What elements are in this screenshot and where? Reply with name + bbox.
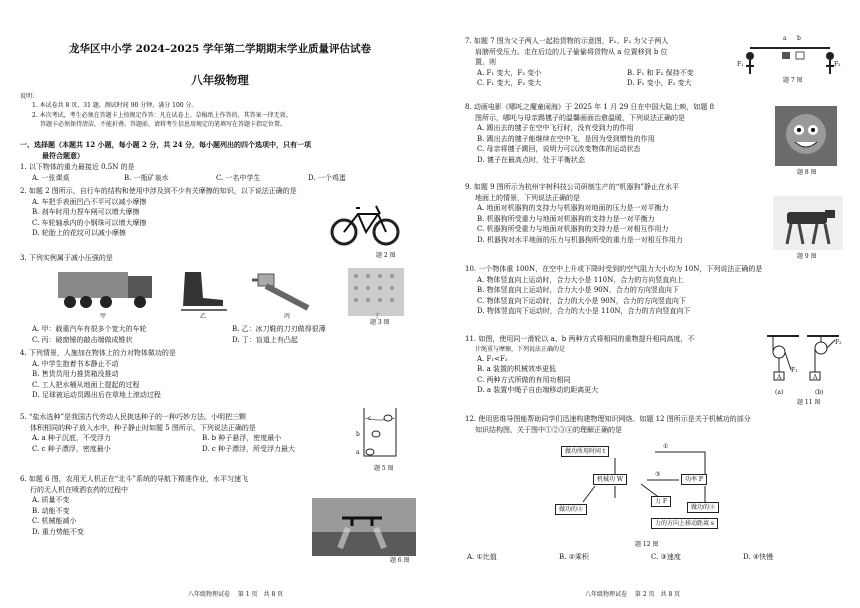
hammer-figure — [252, 270, 316, 314]
question-3 — [20, 253, 420, 264]
q7-label-f1: F₁ — [737, 61, 744, 68]
q5-option-c: C. c 种子漂浮，密度最小 — [32, 444, 111, 453]
section1-heading — [20, 140, 420, 161]
q2-option-b: B. 刹车时用力捏车闸可以增大摩擦 — [32, 208, 140, 216]
q7-stem: 7. 如题 7 图为父子两人一起抬货物的示意图，F₁、F₂ 为父子两人 — [465, 37, 669, 45]
seed-c-label: c — [368, 415, 372, 422]
q2-option-d: D. 轮胎上的花纹可以减小摩擦 — [32, 229, 126, 237]
q3-option-a: A. 甲：载重汽车有很多个宽大的车轮 — [32, 325, 147, 333]
q7-label-b: b — [797, 35, 801, 42]
note-2: 2. 本次考试，考生必须在答题卡上按规定作答：凡在试卷上、草稿纸上作答的，其答案一律无效。 — [32, 111, 292, 119]
box-work: 机械功 W — [593, 474, 627, 485]
q6-option-a: A. 质量不变 — [32, 496, 70, 504]
q1-option-a: A. 一张课桌 — [32, 173, 70, 182]
section1-title: 一、选择题（本题共 12 小题，每小题 2 分，共 24 分，每小题列出的四个选项中，只有一项 — [20, 140, 311, 149]
question-4 — [20, 348, 420, 401]
q6-stem2: 行的无人机在喷洒农药的过程中 — [30, 485, 128, 494]
q11-label-b: (b) — [815, 389, 824, 396]
exam-title: 龙华区中小学 2024–2025 学年第二学期期末学业质量评估试卷 — [68, 43, 371, 55]
bicycle-figure — [330, 198, 400, 248]
q1-stem: 1. 以下物体的重力最接近 0.5N 的是 — [20, 163, 135, 171]
q9-option-c: C. 机器狗所受重力与地面对机器狗的支持力是一对相互作用力 — [477, 225, 669, 233]
q6-figure-caption: 题 6 图 — [390, 557, 410, 564]
q11-stem: 11. 如图，使用同一滑轮以 a、b 两种方式将相同的重物提升相同高度，不 — [465, 335, 695, 343]
q8-stem2: 图所示，哪吒与母亲踢毽子的温馨画面治愈温暖，下列说法正确的是 — [475, 113, 685, 122]
q1-option-d: D. 一个鸡蛋 — [308, 173, 346, 182]
q9-option-b: B. 机器狗所受重力与地面对机器狗的支持力是一对平衡力 — [477, 214, 655, 223]
seed-b-label: b — [356, 431, 360, 438]
q10-option-b: B. 物体竖直向上运动时，合力大小是 90N，合力的方向竖直向下 — [477, 286, 679, 294]
robot-dog-photo — [773, 196, 843, 250]
q10-option-c: C. 物体竖直向下运动时，合力的大小是 90N，合力的方向竖直向下 — [477, 296, 686, 305]
note-1: 1. 本试卷共 8 页，31 题，测试时间 90 分钟，满分 100 分。 — [32, 102, 198, 110]
q9-stem: 9. 如题 9 图所示为杭州宇树科技公司研制生产的“机器狗”静止在水平 — [465, 183, 679, 191]
q5-stem2: 体积相同的种子放入水中，种子静止时如题 5 图所示，下列说法正确的是 — [30, 423, 256, 432]
question-10 — [465, 264, 845, 317]
q9-option-d: D. 机器狗对水平地面的压力与机器狗所受的重力是一对相互作用力 — [477, 235, 683, 244]
left-column — [20, 0, 420, 608]
q11-figure-caption: 题 11 图 — [797, 399, 821, 406]
q8-option-c: C. 母亲将毽子踢回，说明力可以改变物体的运动状态 — [477, 145, 641, 153]
q3-option-c: C. 丙：破窗锤的敲击端做成锥状 — [32, 335, 133, 344]
q6-option-b: B. 动能不变 — [32, 506, 70, 515]
q2-option-c: C. 车轮轴承内的小钢珠可以增大摩擦 — [32, 218, 147, 227]
q7-option-d: D. F₁ 变小，F₂ 变大 — [627, 79, 692, 87]
box-distance: 力的方向上移动距离 s — [651, 518, 718, 529]
q12-stem: 12. 使用思维导图能帮助同学们迅速构建物理知识网络。如题 12 图所示是关于机械功的部分 — [465, 415, 751, 423]
seed-a-label: a — [356, 449, 360, 456]
q8-option-a: A. 踢出去的毽子在空中飞行时，没有受到力的作用 — [477, 124, 634, 132]
carrying-pole-figure — [740, 38, 840, 78]
q6-stem: 6. 如题 6 图，农用无人机正在“北斗”系统的导航下精准作业，水平匀速飞 — [20, 475, 248, 483]
q3-figure-caption: 题 3 图 — [370, 319, 390, 326]
footer-page-2: 八年级物理试卷 第 2 页 共 8 页 — [585, 591, 681, 598]
box-circle-4: 做功的④ — [687, 502, 719, 513]
box-time: 做功所用时间 t — [561, 446, 609, 457]
truck-figure — [56, 268, 156, 314]
beaker-figure — [360, 404, 400, 460]
q7-option-b: B. F₁ 和 F₂ 保持不变 — [627, 68, 694, 77]
question-12 — [465, 414, 845, 435]
box-power: 功率 P — [681, 474, 707, 485]
q11-stem2: 计绳重与摩擦，下列说法正确的是 — [475, 345, 566, 353]
q9-stem2: 地面上的情景，下列说法正确的是 — [475, 193, 580, 202]
q2-option-a: A. 车把手表面凹凸不平可以减小摩擦 — [32, 197, 147, 206]
q2-stem: 2. 如题 2 图所示，自行车的结构和使用中涉及到不少有关摩擦的知识，以下说法正确的是 — [20, 187, 297, 195]
circle-1: ① — [663, 443, 669, 450]
q5-stem: 5. “盐水选种”是我国古代劳动人民挑选种子的一种巧妙方法。小明把三颗 — [20, 413, 247, 421]
q8-stem: 8. 动画电影《哪吒之魔童闹海》于 2025 年 1 月 29 日在中国大陆上映，如题 8 — [465, 103, 715, 111]
q11-label-weight-a: A — [777, 374, 782, 381]
q5-option-b: B. b 种子悬浮，密度最小 — [202, 434, 282, 442]
q9-option-a: A. 地面对机器狗的支持力与机器狗对地面的压力是一对平衡力 — [477, 204, 669, 212]
q4-stem: 4. 下列情景，人施加在物体上的力对物体做功的是 — [20, 349, 176, 357]
tactile-paving-figure — [348, 268, 404, 316]
box-force: 力 F — [651, 496, 671, 507]
q4-option-d: D. 足球被运动员踢出后在草地上滚动过程 — [32, 391, 161, 399]
q5-figure-caption: 题 5 图 — [374, 465, 394, 472]
drone-photo — [312, 498, 416, 556]
q8-figure-caption: 题 8 图 — [797, 169, 817, 176]
q11-label-a: (a) — [775, 389, 784, 396]
q12-option-b: B. ②乘积 — [559, 553, 589, 561]
right-column — [465, 0, 845, 608]
q3-option-b: B. 乙：冰刀鞋的刀刃做得很薄 — [232, 325, 326, 333]
q8-option-d: D. 毽子在最高点时，处于平衡状态 — [477, 155, 585, 164]
q11-label-weight-b: A — [813, 374, 818, 381]
section1-title2: 最符合题意） — [42, 150, 84, 160]
circle-3: ③ — [655, 471, 661, 478]
q7-stem2: 肩膀所受压力。走在后边的儿子偷偷将货物从 a 位置移到 b 位 — [475, 47, 668, 56]
q10-option-a: A. 物体竖直向上运动时，合力大小是 110N，合力的方向竖直向上 — [477, 275, 684, 284]
q12-option-a: A. ①比值 — [467, 553, 497, 561]
q5-option-a: A. a 种子沉底，不受浮力 — [32, 434, 111, 442]
q3-stem: 3. 下列实例属于减小压强的是 — [20, 254, 113, 262]
q6-option-d: D. 重力势能不变 — [32, 527, 84, 536]
q7-stem3: 置，则 — [475, 58, 496, 66]
q10-stem: 10. 一个物体重 100N，在空中上升或下降时受到的空气阻力大小均为 10N，下列说法正确的是 — [465, 265, 763, 273]
q4-option-b: B. 售货员用力推货箱没推动 — [32, 370, 119, 378]
q11-option-d: D. a 装置中绳子自由端移动的距离更大 — [477, 386, 599, 394]
q6-option-c: C. 机械能减小 — [32, 517, 77, 525]
note-3: 答题卡必须保持清洁，不能折叠。答题前，请将考生信息用规定的笔填写在答题卡指定位置。 — [40, 120, 287, 128]
q3-label-jia: 甲 — [100, 313, 107, 320]
q12-figure-caption: 题 12 图 — [635, 541, 659, 548]
q1-options — [20, 173, 420, 184]
question-3-options — [20, 324, 420, 345]
q11-option-b: B. a 装置的机械效率更低 — [477, 365, 556, 373]
q3-label-ding: 丁 — [374, 313, 381, 320]
q11-label-f1: F₁ — [791, 367, 798, 374]
question-1 — [20, 162, 420, 183]
notes-label: 说明： — [20, 93, 39, 100]
q12-stem2: 知识结构图，关于图中①②③④的理解正确的是 — [475, 425, 622, 434]
q7-label-f2: F₂ — [834, 61, 841, 68]
q8-option-b: B. 踢出去的毽子能继续在空中飞，是因为受到惯性的作用 — [477, 134, 655, 143]
q1-option-c: C. 一名中学生 — [216, 173, 261, 182]
q3-option-d: D. 丁：盲道上有凸起 — [232, 335, 298, 344]
q7-figure-caption: 题 7 图 — [783, 77, 803, 84]
q7-option-c: C. F₁ 变大，F₂ 变大 — [477, 79, 542, 87]
notes — [20, 92, 420, 129]
q1-option-b: B. 一瓶矿泉水 — [124, 173, 169, 182]
q9-figure-caption: 题 9 图 — [797, 253, 817, 260]
q3-label-yi: 乙 — [200, 313, 207, 320]
question-12-options — [465, 552, 845, 563]
q3-label-bing: 丙 — [284, 313, 291, 320]
q5-option-d: D. c 种子漂浮，所受浮力最大 — [202, 444, 295, 453]
q11-option-a: A. F₁<F₂ — [477, 354, 508, 363]
subject-title: 八年级物理 — [191, 73, 249, 87]
q7-option-a: A. F₁ 变大，F₂ 变小 — [477, 68, 542, 77]
pulley-figure — [763, 334, 843, 388]
nezha-photo — [775, 106, 837, 166]
q12-option-c: C. ③速度 — [651, 553, 681, 561]
footer-page-1: 八年级物理试卷 第 1 页 共 8 页 — [188, 591, 284, 598]
q4-option-c: C. 工人把水桶从地面上提起的过程 — [32, 380, 140, 389]
concept-map — [555, 443, 745, 536]
box-circle-2: 做功的② — [555, 504, 587, 515]
q2-figure-caption: 题 2 图 — [376, 252, 396, 259]
q7-label-a: a — [783, 35, 787, 42]
skate-figure — [175, 268, 231, 316]
q11-label-f2: F₂ — [835, 339, 842, 346]
q10-option-d: D. 物体竖直向下运动时，合力的大小是 110N，合力的方向竖直向下 — [477, 307, 691, 315]
q12-option-d: D. ④快慢 — [743, 553, 774, 561]
q11-option-c: C. 两种方式所做的有用功相同 — [477, 375, 571, 384]
q4-option-a: A. 中学生抱着书本静止不动 — [32, 359, 119, 368]
